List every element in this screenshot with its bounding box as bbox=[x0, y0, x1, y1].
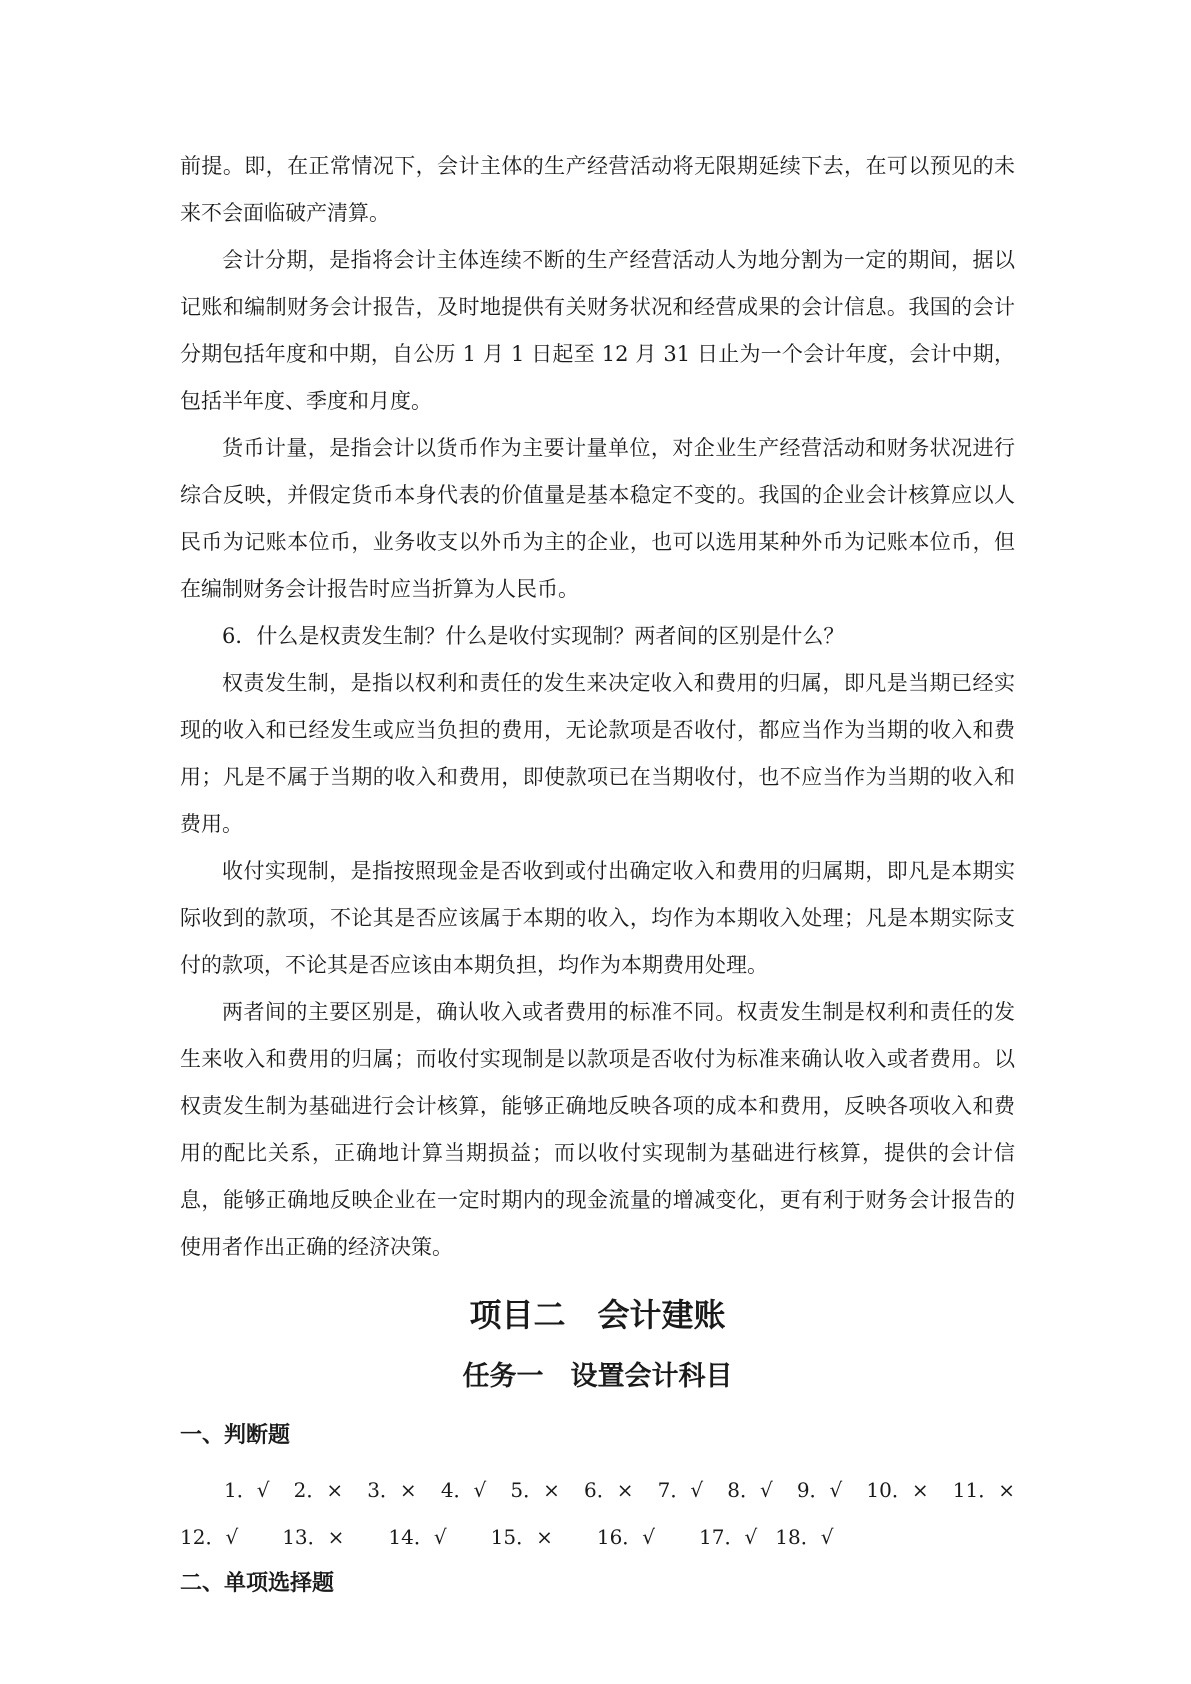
answer-item: 8．√ bbox=[727, 1478, 773, 1502]
answer-item: 15．× bbox=[490, 1525, 553, 1549]
paragraph-accrual-basis: 权责发生制，是指以权利和责任的发生来决定收入和费用的归属，即凡是当期已经实现的收入和已经发生或应当负担的费用，无论款项是否收付，都应当作为当期的收入和费用；凡是不属于当期的收入和费用，即使款项已在当期收付，也不应当作为当期的收入和费用。 bbox=[180, 671, 1015, 836]
answer-item: 1．√ bbox=[224, 1478, 270, 1502]
paragraph-cash-basis: 收付实现制，是指按照现金是否收到或付出确定收入和费用的归属期，即凡是本期实际收到的款项，不论其是否应该属于本期的收入，均作为本期收入处理；凡是本期实际支付的款项，不论其是否应该由本期负担，均作为本期费用处理。 bbox=[180, 859, 1015, 977]
chapter-title: 项目二 会计建账 bbox=[469, 1296, 726, 1334]
answer-row-2 bbox=[180, 1514, 1015, 1561]
question-6: 6．什么是权责发生制？什么是收付实现制？两者间的区别是什么？ bbox=[222, 624, 845, 648]
answer-item: 9．√ bbox=[796, 1478, 843, 1502]
answer-item: 5．× bbox=[510, 1478, 560, 1502]
answer-item: 17．√ bbox=[699, 1525, 758, 1549]
paragraph-differences: 两者间的主要区别是，确认收入或者费用的标准不同。权责发生制是权利和责任的发生来收入和费用的归属；而收付实现制是以款项是否收付为标准来确认收入或者费用。以权责发生制为基础进行会计核算，能够正确地反映各项的成本和费用，反映各项收入和费用的配比关系，正确地计算当期损益；而以收付实现制为基础进行核算，提供的会计信息，能够正确地反映企业在一定时期内的现金流量的增减变化，更有利于财务会计报告的使用者作出正确的经济决策。 bbox=[180, 1000, 1015, 1259]
paragraph-accounting-period: 会计分期，是指将会计主体连续不断的生产经营活动人为地分割为一定的期间，据以记账和编制财务会计报告，及时地提供有关财务状况和经营成果的会计信息。我国的会计分期包括年度和中期，自公历 1 月 1 日起至 12 月 31 日止为一个会计年度，会计中期，包括半年度、季度和月度。 bbox=[180, 248, 1015, 413]
task-title: 任务一 设置会计科目 bbox=[462, 1361, 733, 1392]
answer-item: 14．√ bbox=[388, 1525, 447, 1549]
answer-row-1 bbox=[180, 1467, 1015, 1514]
paragraph-going-concern-end: 前提。即，在正常情况下，会计主体的生产经营活动将无限期延续下去，在可以预见的未来不会面临破产清算。 bbox=[180, 154, 1015, 225]
answer-item: 10．× bbox=[866, 1478, 929, 1502]
answer-item: 12．√ bbox=[180, 1525, 239, 1549]
answer-item: 16．√ bbox=[596, 1525, 656, 1549]
answer-item: 18．√ bbox=[775, 1525, 834, 1549]
answer-item: 3．× bbox=[367, 1478, 417, 1502]
answer-item: 4．√ bbox=[440, 1478, 487, 1502]
answer-item: 6．× bbox=[584, 1478, 634, 1502]
section-heading-true-false: 一、判断题 bbox=[180, 1423, 291, 1448]
answer-list bbox=[180, 1467, 1015, 1561]
paragraph-monetary-measurement: 货币计量，是指会计以货币作为主要计量单位，对企业生产经营活动和财务状况进行综合反映，并假定货币本身代表的价值量是基本稳定不变的。我国的企业会计核算应以人民币为记账本位币，业务收支以外币为主的企业，也可以选用某种外币为记账本位币，但在编制财务会计报告时应当折算为人民币。 bbox=[180, 436, 1015, 601]
document-page bbox=[180, 143, 1015, 1601]
answer-item: 11．× bbox=[952, 1478, 1015, 1502]
section-heading-single-choice: 二、单项选择题 bbox=[180, 1571, 335, 1596]
answer-item: 7．√ bbox=[657, 1478, 704, 1502]
answer-item: 2．× bbox=[293, 1478, 344, 1502]
answer-item: 13．× bbox=[282, 1525, 345, 1549]
